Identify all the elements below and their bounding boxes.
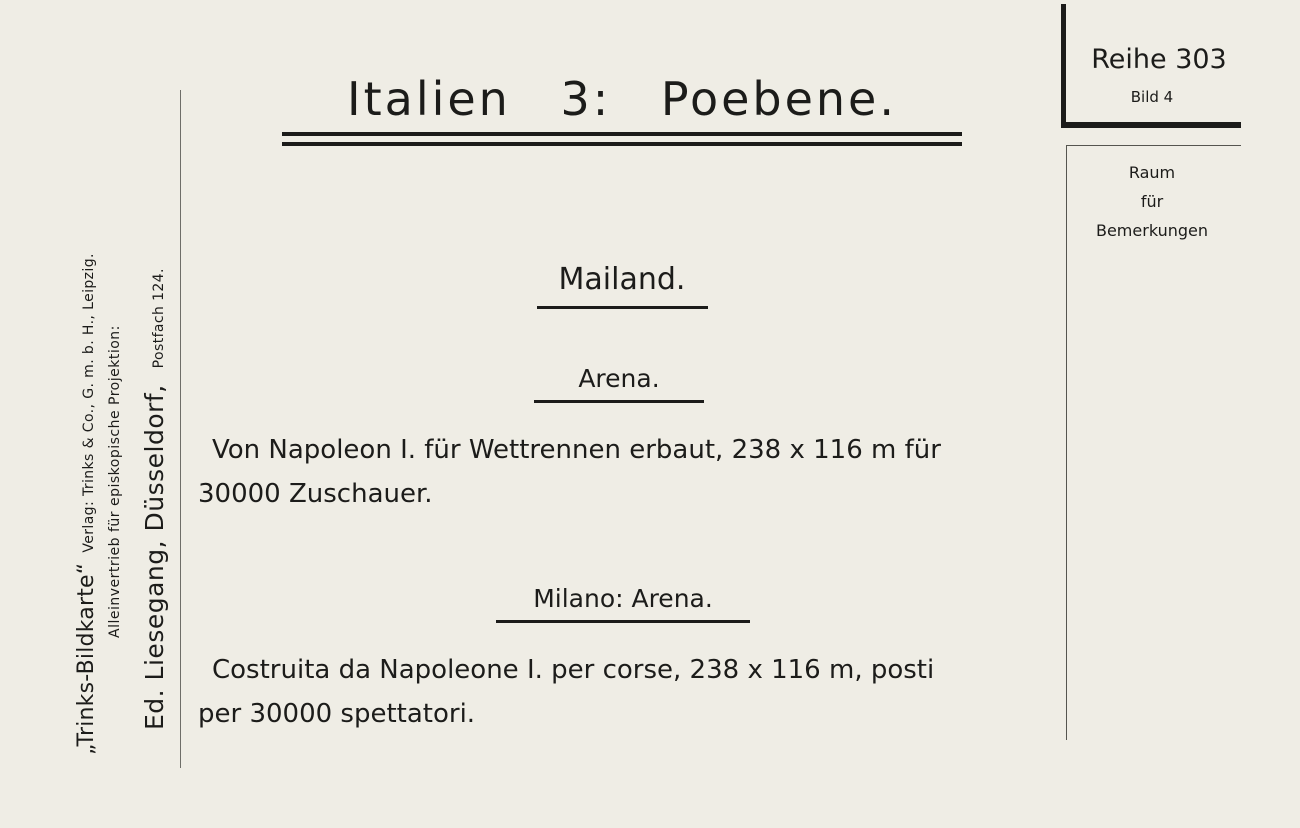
remarks-line-1: Raum — [1128, 163, 1176, 182]
remarks-line-2: für — [1140, 192, 1164, 211]
italian-line-1: Costruita da Napoleone I. per corse, 238 x 116 m, posti — [212, 655, 935, 685]
picture-number: Bild 4 — [1130, 88, 1174, 106]
series-box-left-border — [1061, 4, 1066, 128]
publisher-postfach: Postfach 124. — [151, 268, 167, 369]
title-rule-bottom — [282, 142, 962, 146]
remarks-line-3: Bemerkungen — [1095, 221, 1209, 240]
italian-underline — [496, 620, 750, 623]
page-title: Italien 3: Poebene. — [347, 72, 897, 126]
remarks-top-rule — [1066, 145, 1241, 146]
publisher-distributor-line — [142, 268, 167, 730]
subject-heading: Arena. — [578, 364, 660, 393]
left-divider — [180, 90, 181, 768]
publisher-brand: „Trinks-Bildkarte“ — [74, 562, 99, 755]
remarks-divider — [1066, 146, 1067, 740]
series-box-bottom-border — [1061, 122, 1241, 128]
italian-heading: Milano: Arena. — [533, 584, 713, 613]
german-line-2: 30000 Zuschauer. — [198, 479, 433, 509]
publisher-verlag: Verlag: Trinks & Co., G. m. b. H., Leipzig. — [81, 253, 97, 553]
italian-line-2: per 30000 spettatori. — [198, 699, 476, 729]
city-heading: Mailand. — [558, 262, 686, 297]
publisher-distributor: Ed. Liesegang, Düsseldorf, — [140, 384, 169, 730]
publisher-vertrieb: Alleinvertrieb für episkopische Projektion: — [107, 325, 123, 638]
remarks-label — [1070, 158, 1234, 245]
city-underline — [537, 306, 708, 309]
german-description — [198, 428, 941, 516]
publisher-brand-line — [76, 253, 98, 755]
german-line-1: Von Napoleon I. für Wettrennen erbaut, 238 x 116 m für — [212, 435, 941, 465]
subject-underline — [534, 400, 704, 403]
title-rule-top — [282, 132, 962, 136]
italian-description — [198, 648, 934, 736]
series-number: Reihe 303 — [1091, 44, 1227, 75]
